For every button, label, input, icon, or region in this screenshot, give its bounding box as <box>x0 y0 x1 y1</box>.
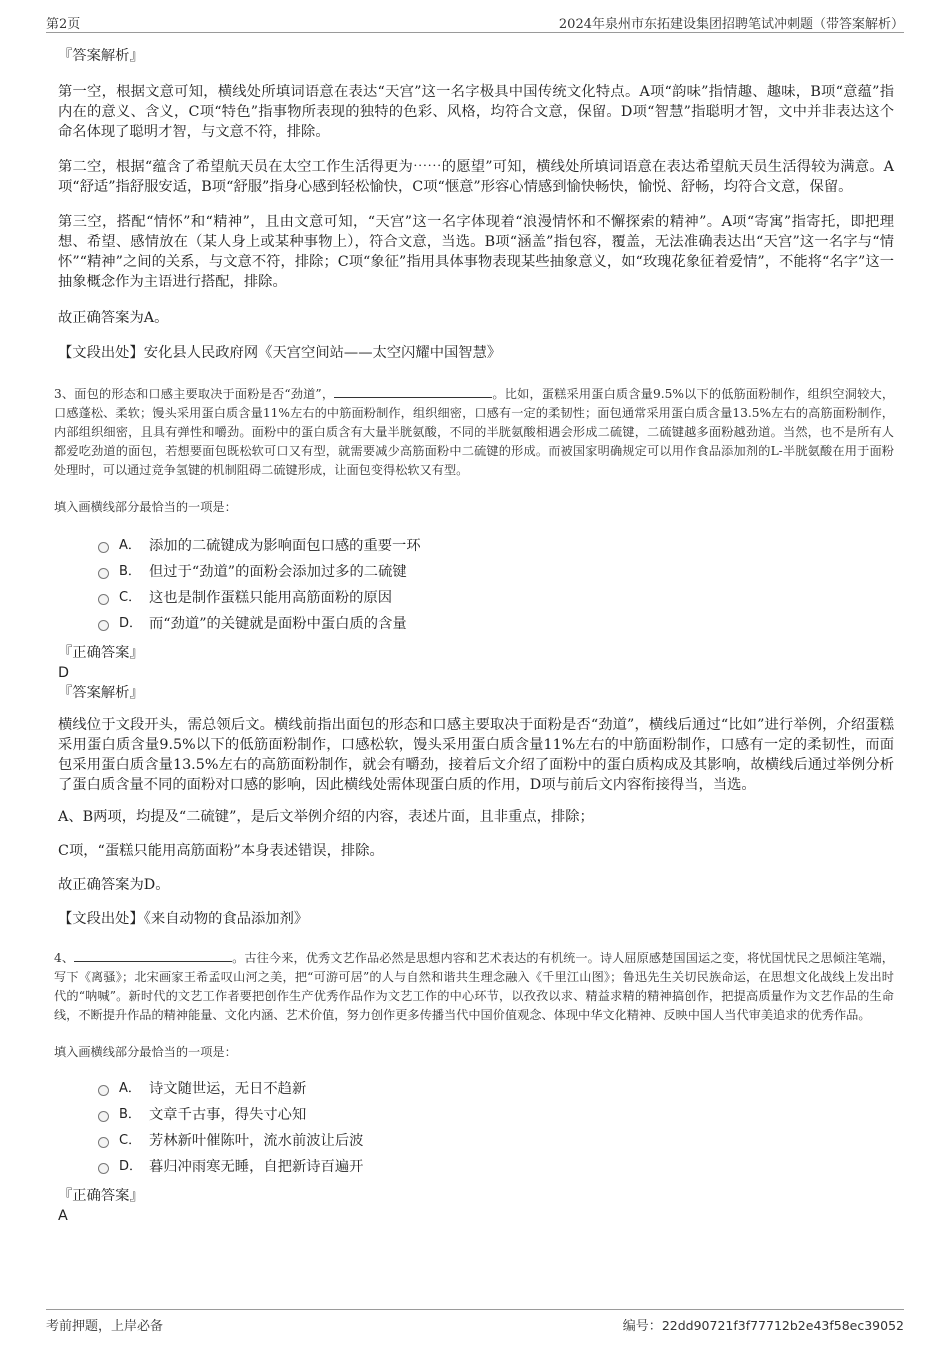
question-3-options <box>98 533 894 637</box>
page-footer <box>46 1309 904 1338</box>
radio-icon[interactable] <box>98 594 109 605</box>
question-4-options <box>98 1076 894 1180</box>
radio-icon[interactable] <box>98 620 109 631</box>
radio-icon[interactable] <box>98 1163 109 1174</box>
page-content <box>54 40 895 1226</box>
option-a[interactable]: A． 诗文随世运，无日不趋新 <box>98 1076 894 1102</box>
page-number: 第2页 <box>46 17 81 32</box>
option-a[interactable]: A． 添加的二硫键成为影响面包口感的重要一环 <box>98 533 894 559</box>
document-title: 2024年泉州市东拓建设集团招聘笔试冲刺题（带答案解析） <box>558 17 904 32</box>
option-c[interactable]: C． 这也是制作蛋糕只能用高筋面粉的原因 <box>98 585 894 611</box>
question-3-stem: 3、面包的形态和口感主要取决于面粉是否“劲道”， 。比如，蛋糕采用蛋白质含量9.5%以下的低筋面粉制作，组织空洞较大，口感蓬松、柔软；馒头采用蛋白质含量11%左右的中筋面粉制作，组织细密，口感有一定的柔韧性；面包通常采用蛋白质含量13.5%左右的高筋面粉制作，内部组织细密，且具有弹性和嚼劲。面粉中的蛋白质含有大量半胱氨酸，不同的半胱氨酸相遇会形成二硫键，二硫键越多面粉越劲道。当然，也不是所有人都爱吃劲道的面包，若想要面包既松软可口又有型，就需要减少高筋面粉中二硫键的形成。而被国家明确规定可以用作食品添加剂的L-半胱氨酸在用于面粉处理时，可以通过竞争氢键的机制阻碍二硫键形成，让面包变得松软又有型。 <box>54 387 895 477</box>
option-b[interactable]: B． 文章千古事，得失寸心知 <box>98 1102 894 1128</box>
document-code: 编号：22dd90721f3f77712b2e43f58ec39052 <box>622 1318 904 1334</box>
option-c[interactable]: C． 芳林新叶催陈叶，流水前波让后波 <box>98 1128 894 1154</box>
page-header <box>46 10 904 33</box>
question-prompt: 填入画横线部分最恰当的一项是： <box>54 1045 237 1059</box>
conclusion: 故正确答案为D。 <box>58 877 170 893</box>
analysis-paragraph: 横线位于文段开头，需总领后文。横线前指出面包的形态和口感主要取决于面粉是否“劲道”，横线后通过“比如”进行举例，介绍蛋糕采用蛋白质含量9.5%以下的低筋面粉制作，口感松软，馒头采用蛋白质含量11%左右的中筋面粉制作，口感有一定的柔韧性，而面包采用蛋白质含量13.5%左右的高筋面粉制作，就会有嚼劲，接着后文介绍了面粉中的蛋白质构成及其影响，故横线后通过举例分析了蛋白质含量不同的面粉对口感的影响，因此横线处需体现蛋白质的作用，D项与前后文内容衔接得当，当选。 <box>58 717 894 793</box>
question-prompt: 填入画横线部分最恰当的一项是： <box>54 500 237 514</box>
radio-icon[interactable] <box>98 568 109 579</box>
option-d[interactable]: D． 而“劲道”的关键就是面粉中蛋白质的含量 <box>98 611 894 637</box>
option-b[interactable]: B． 但过于“劲道”的面粉会添加过多的二硫键 <box>98 559 894 585</box>
correct-answer-tag: 『正确答案』 <box>58 645 144 661</box>
radio-icon[interactable] <box>98 1137 109 1148</box>
source-citation: 【文段出处】安化县人民政府网《天宫空间站——太空闪耀中国智慧》 <box>58 345 502 361</box>
answer-blank <box>74 949 232 962</box>
radio-icon[interactable] <box>98 542 109 553</box>
conclusion: 故正确答案为A。 <box>58 310 169 326</box>
radio-icon[interactable] <box>98 1111 109 1122</box>
correct-answer: A <box>58 1208 68 1224</box>
correct-answer: D <box>58 665 70 681</box>
radio-icon[interactable] <box>98 1085 109 1096</box>
question-4-stem: 4、 。古往今来，优秀文艺作品必然是思想内容和艺术表达的有机统一。诗人屈原感楚国国运之变，将忧国忧民之思倾注笔端，写下《离骚》；北宋画家王希孟叹山河之美，把“可游可居”的人与自然和谐共生理念融入《千里江山图》；鲁迅先生关切民族命运，在思想文化战线上发出时代的“呐喊”。新时代的文艺工作者要把创作生产优秀作品作为文艺工作的中心环节，以孜孜以求、精益求精的精神搞创作，把提高质量作为文艺作品的生命线，不断提升作品的精神能量、文化内涵、艺术价值，努力创作更多传播当代中国价值观念、体现中华文化精神、反映中国人当代审美追求的优秀作品。 <box>54 951 894 1022</box>
answer-blank <box>334 385 492 398</box>
analysis-tag: 『答案解析』 <box>58 685 144 701</box>
footer-slogan: 考前押题，上岸必备 <box>46 1319 164 1334</box>
analysis-paragraph: 第三空，搭配“情怀”和“精神”，且由文意可知，“天宫”这一名字体现着“浪漫情怀和不懈探索的精神”。A项“寄寓”指寄托，即把理想、希望、感情放在（某人身上或某种事物上），符合文意，当选。B项“涵盖”指包容，覆盖，无法准确表达出“天宫”这一名字与“情怀”“精神”之间的关系，与文意不符，排除；C项“象征”指用具体事物表现某些抽象意义，如“玫瑰花象征着爱情”，不能将“名字”这一抽象概念作为主语进行搭配，排除。 <box>58 214 894 290</box>
analysis-paragraph: 第一空，根据文意可知，横线处所填词语意在表达“天宫”这一名字极具中国传统文化特点。A项“韵味”指情趣、趣味，B项“意蕴”指内在的意义、含义，C项“特色”指事物所表现的独特的色彩、风格，均符合文意，保留。D项“智慧”指聪明才智，文中并非表达这个命名体现了聪明才智，与文意不符，排除。 <box>58 84 894 140</box>
analysis-paragraph: A、B两项，均提及“二硫键”，是后文举例介绍的内容，表述片面，且非重点，排除； <box>58 809 594 825</box>
option-d[interactable]: D． 暮归冲雨寒无睡，自把新诗百遍开 <box>98 1154 894 1180</box>
correct-answer-tag: 『正确答案』 <box>58 1188 144 1204</box>
analysis-paragraph: 第二空，根据“蕴含了希望航天员在太空工作生活得更为⋯⋯的愿望”可知，横线处所填词语意在表达希望航天员生活得较为满意。A项“舒适”指舒服安适，B项“舒服”指身心感到轻松愉快，C项“惬意”形容心情感到愉快畅快，愉悦、舒畅，均符合文意，保留。 <box>58 159 894 195</box>
analysis-paragraph: C项，“蛋糕只能用高筋面粉”本身表述错误，排除。 <box>58 843 384 859</box>
analysis-tag: 『答案解析』 <box>58 48 144 64</box>
source-citation: 【文段出处】《来自动物的食品添加剂》 <box>58 911 309 927</box>
